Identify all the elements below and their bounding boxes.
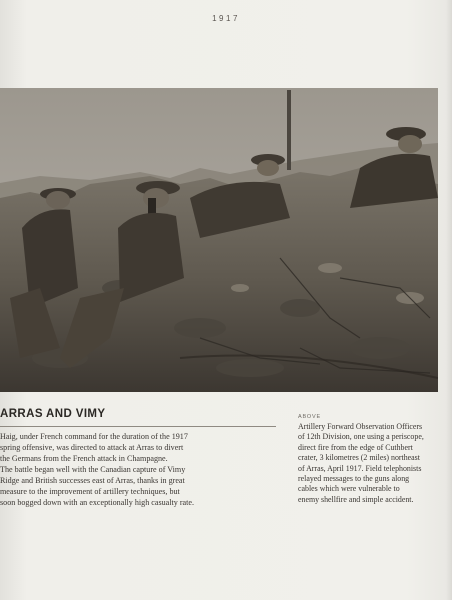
caption-line: of Arras, April 1917. Field telephonists [298, 463, 422, 473]
caption-line: enemy shellfire and simple accident. [298, 494, 414, 504]
running-header-year: 1917 [212, 14, 240, 23]
photo-illustration [0, 88, 438, 392]
body-paragraph [0, 431, 284, 508]
historical-photograph [0, 88, 438, 392]
body-line: Haig, under French command for the duration of the 1917 [0, 432, 188, 441]
caption-label: ABOVE [298, 414, 321, 420]
body-line: Ridge and British successes east of Arras, thanks in great [0, 476, 185, 485]
caption-line: relayed messages to the guns along [298, 474, 410, 484]
caption-line: cables which were vulnerable to [298, 484, 400, 494]
heading-rule [0, 426, 276, 427]
body-line: spring offensive, was directed to attack at Arras to divert [0, 443, 184, 452]
photo-caption [298, 422, 448, 505]
body-line: measure to the improvement of artillery techniques, but [0, 487, 180, 496]
body-line: The battle began well with the Canadian capture of Vimy [0, 465, 186, 474]
page-gutter-shadow [446, 0, 452, 600]
caption-line: direct fire from the edge of Cuthbert [298, 442, 413, 452]
body-line: the Germans from the French attack in Champagne. [0, 454, 168, 463]
caption-line: of 12th Division, one using a periscope, [298, 432, 424, 442]
body-line: soon bogged down with an exceptionally high casualty rate. [0, 498, 194, 507]
caption-line: Artillery Forward Observation Officers [298, 422, 423, 431]
caption-line: crater, 3 kilometres (2 miles) northeast [298, 453, 420, 463]
section-heading: ARRAS AND VIMY [0, 408, 106, 420]
